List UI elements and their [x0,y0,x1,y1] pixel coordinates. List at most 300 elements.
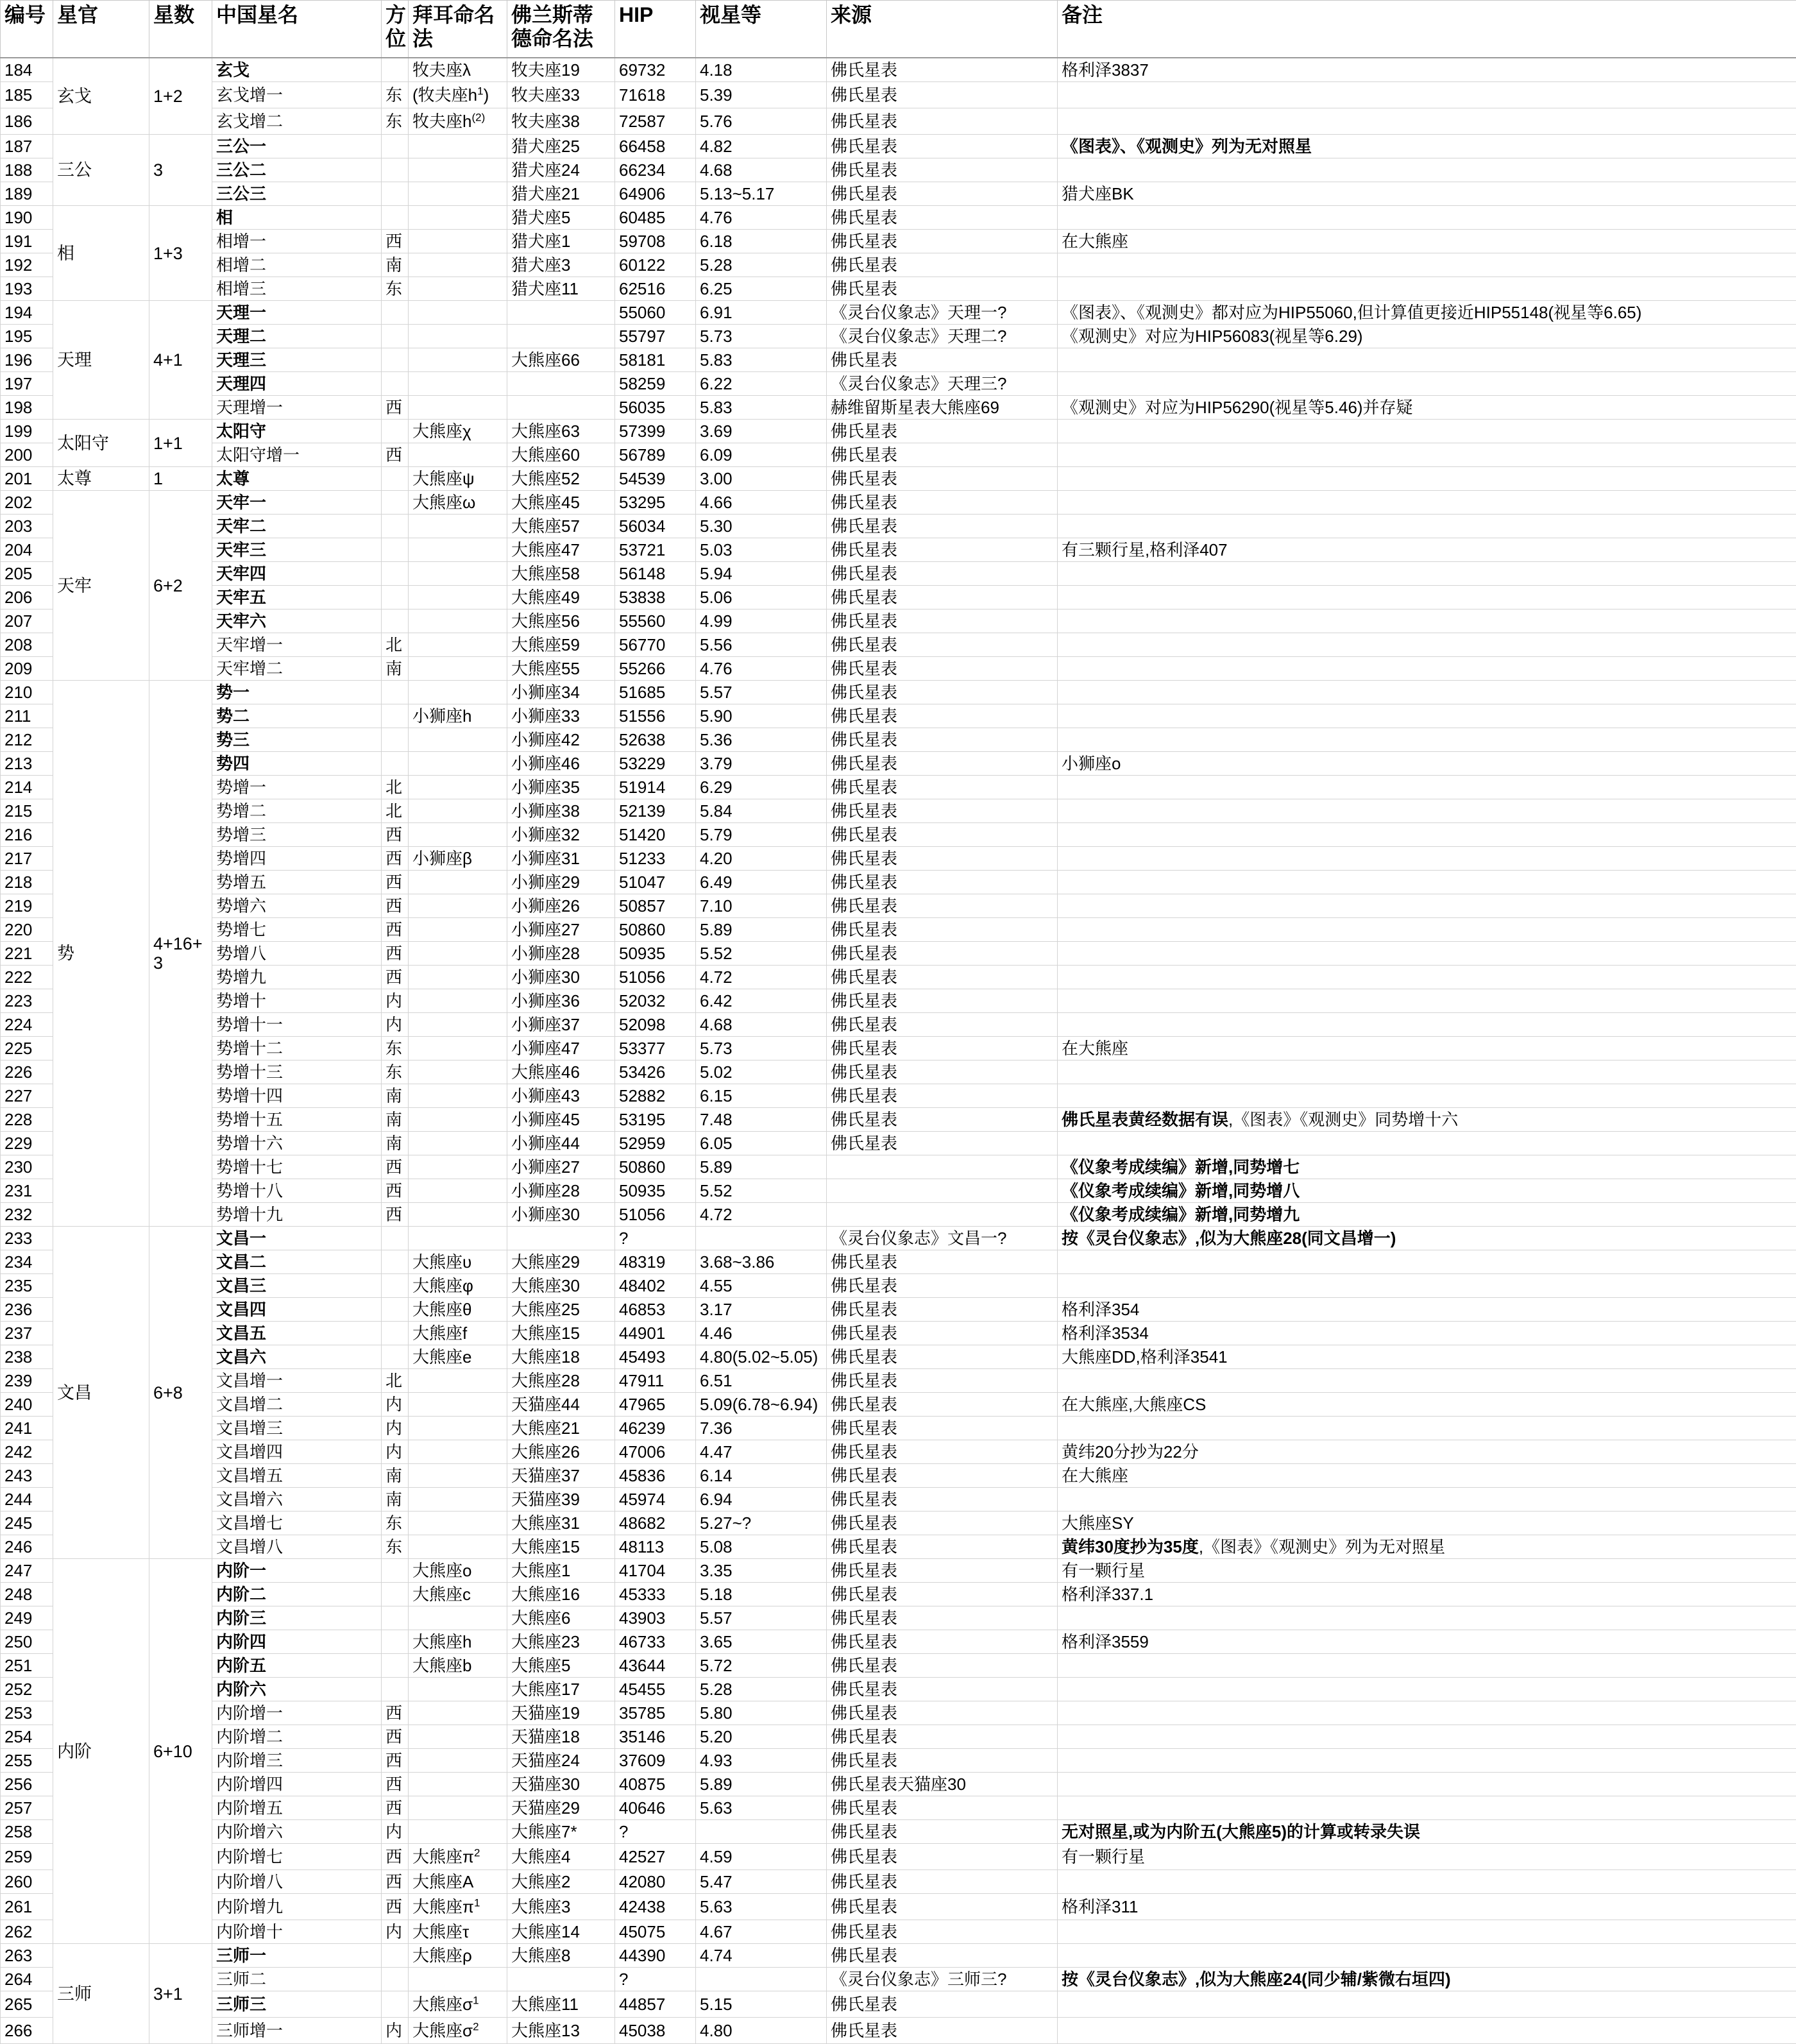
hip-number: 42080 [615,1870,696,1894]
note [1058,894,1796,918]
table-row [1,135,1796,158]
hip-number: 56770 [615,633,696,657]
note [1058,989,1796,1013]
star-number: 195 [1,325,53,348]
visual-magnitude: 4.18 [696,58,827,82]
flamsteed-designation: 大熊座46 [507,1060,615,1084]
table-row [1,58,1796,82]
note: 大熊座SY [1058,1512,1796,1535]
bayer-designation [409,1894,507,1920]
header-direction: 方位 [382,1,409,58]
bayer-designation [409,1488,507,1512]
bayer-designation [409,894,507,918]
table-row [1,1678,1796,1701]
note [1058,108,1796,135]
chinese-star-name: 内阶二 [212,1583,382,1606]
direction [382,752,409,776]
table-row [1,1820,1796,1844]
hip-number: 72587 [615,108,696,135]
table-row [1,1654,1796,1678]
table-row [1,1512,1796,1535]
table-row [1,1393,1796,1417]
table-row [1,1749,1796,1773]
chinese-star-name: 势增八 [212,942,382,966]
flamsteed-designation: 天猫座30 [507,1773,615,1796]
chinese-star-name: 内阶增一 [212,1701,382,1725]
direction [382,206,409,230]
bayer-designation [409,1701,507,1725]
note [1058,1796,1796,1820]
visual-magnitude: 4.72 [696,966,827,989]
direction: 南 [382,1084,409,1108]
hip-number: 55266 [615,657,696,681]
hip-number: 51556 [615,704,696,728]
bayer-designation [409,1749,507,1773]
source: 《灵台仪象志》天理二? [827,325,1058,348]
source: 佛氏星表 [827,1944,1058,1968]
visual-magnitude: 4.59 [696,1844,827,1870]
star-number: 259 [1,1844,53,1870]
hip-number: 54539 [615,467,696,491]
table-row [1,1132,1796,1155]
bayer-designation [409,989,507,1013]
visual-magnitude: 4.74 [696,1944,827,1968]
star-number: 228 [1,1108,53,1132]
note [1058,918,1796,942]
bayer-designation: 大熊座ρ [409,1944,507,1968]
bayer-designation [409,2018,507,2044]
table-row [1,1725,1796,1749]
visual-magnitude: 5.09(6.78~6.94) [696,1393,827,1417]
table-row [1,1108,1796,1132]
table-row [1,752,1796,776]
source: 佛氏星表 [827,1725,1058,1749]
chinese-star-name: 三公一 [212,135,382,158]
note: 格利泽311 [1058,1894,1796,1920]
visual-magnitude: 5.76 [696,108,827,135]
direction: 西 [382,871,409,894]
source: 佛氏星表 [827,847,1058,871]
flamsteed-designation: 猎犬座1 [507,230,615,253]
source: 佛氏星表 [827,230,1058,253]
flamsteed-designation: 大熊座60 [507,443,615,467]
visual-magnitude: 5.28 [696,1678,827,1701]
visual-magnitude: 4.76 [696,206,827,230]
visual-magnitude [696,1227,827,1250]
chinese-star-name: 玄戈增一 [212,82,382,108]
star-number: 184 [1,58,53,82]
visual-magnitude: 4.46 [696,1322,827,1345]
hip-number: 47006 [615,1440,696,1464]
visual-magnitude: 5.28 [696,253,827,277]
note [1058,1274,1796,1298]
asterism-name: 玄戈 [53,58,149,135]
star-number: 225 [1,1037,53,1060]
hip-number: 52139 [615,799,696,823]
hip-number: 66458 [615,135,696,158]
flamsteed-designation: 大熊座3 [507,1894,615,1920]
direction [382,135,409,158]
source: 佛氏星表 [827,1920,1058,1944]
bayer-designation: 大熊座c [409,1583,507,1606]
direction: 南 [382,1108,409,1132]
source: 佛氏星表 [827,1488,1058,1512]
hip-number: 42438 [615,1894,696,1920]
star-number: 260 [1,1870,53,1894]
bayer-designation: 大熊座b [409,1654,507,1678]
visual-magnitude: 6.42 [696,989,827,1013]
direction [382,1678,409,1701]
flamsteed-designation: 小狮座45 [507,1108,615,1132]
table-row [1,562,1796,586]
direction: 北 [382,799,409,823]
chinese-star-name: 文昌增二 [212,1393,382,1417]
star-number: 226 [1,1060,53,1084]
note [1058,467,1796,491]
star-number: 239 [1,1369,53,1393]
star-number: 218 [1,871,53,894]
table-row [1,633,1796,657]
note [1058,704,1796,728]
chinese-star-name: 势增十四 [212,1084,382,1108]
chinese-star-name: 天牢四 [212,562,382,586]
hip-number: 43903 [615,1606,696,1630]
note [1058,966,1796,989]
hip-number: 57399 [615,420,696,443]
direction: 西 [382,396,409,420]
star-number: 188 [1,158,53,182]
hip-number: 47965 [615,1393,696,1417]
visual-magnitude [696,1968,827,1991]
hip-number: 55060 [615,301,696,325]
bayer-designation [409,1606,507,1630]
hip-number: 51056 [615,966,696,989]
flamsteed-designation: 大熊座45 [507,491,615,515]
note [1058,491,1796,515]
note: 《图表》、《观测史》列为无对照星 [1058,135,1796,158]
visual-magnitude: 6.14 [696,1464,827,1488]
source: 佛氏星表 [827,1345,1058,1369]
direction: 南 [382,1132,409,1155]
table-row [1,1606,1796,1630]
flamsteed-designation: 大熊座21 [507,1417,615,1440]
visual-magnitude: 5.73 [696,1037,827,1060]
flamsteed-designation: 天猫座19 [507,1701,615,1725]
source [827,1155,1058,1179]
direction: 西 [382,443,409,467]
star-number: 197 [1,372,53,396]
note [1058,1013,1796,1037]
note [1058,1108,1796,1132]
star-number: 264 [1,1968,53,1991]
visual-magnitude: 5.06 [696,586,827,609]
source: 佛氏星表 [827,1606,1058,1630]
bayer-designation: 大熊座f [409,1322,507,1345]
direction [382,1322,409,1345]
hip-number: 51420 [615,823,696,847]
bayer-text: (牧夫座h [412,85,477,105]
note [1058,443,1796,467]
flamsteed-designation: 大熊座47 [507,538,615,562]
direction: 西 [382,966,409,989]
source: 佛氏星表 [827,1464,1058,1488]
hip-number: 50860 [615,1155,696,1179]
visual-magnitude: 7.10 [696,894,827,918]
source: 佛氏星表 [827,562,1058,586]
star-number: 253 [1,1701,53,1725]
header-magnitude: 视星等 [696,1,827,58]
visual-magnitude: 5.63 [696,1894,827,1920]
asterism-name: 太阳守 [53,420,149,467]
star-number: 255 [1,1749,53,1773]
header-source: 来源 [827,1,1058,58]
direction [382,467,409,491]
chinese-star-name: 天理增一 [212,396,382,420]
bayer-designation [409,1108,507,1132]
hip-number: 62516 [615,277,696,301]
visual-magnitude: 5.83 [696,396,827,420]
bayer-designation: 小狮座h [409,704,507,728]
note [1058,1488,1796,1512]
chinese-star-name: 文昌增八 [212,1535,382,1559]
flamsteed-designation: 天猫座24 [507,1749,615,1773]
direction [382,1991,409,2018]
direction [382,1630,409,1654]
visual-magnitude: 5.63 [696,1796,827,1820]
chinese-star-name: 三师二 [212,1968,382,1991]
visual-magnitude: 3.17 [696,1298,827,1322]
chinese-star-name: 内阶增四 [212,1773,382,1796]
flamsteed-designation: 牧夫座19 [507,58,615,82]
source: 佛氏星表 [827,515,1058,538]
bayer-designation [409,966,507,989]
visual-magnitude: 5.52 [696,1179,827,1203]
hip-number: 50857 [615,894,696,918]
table-row [1,443,1796,467]
chinese-star-name: 内阶六 [212,1678,382,1701]
chinese-star-name: 天牢一 [212,491,382,515]
chinese-star-name: 文昌增五 [212,1464,382,1488]
hip-number: 45836 [615,1464,696,1488]
table-row [1,1060,1796,1084]
source: 佛氏星表 [827,1393,1058,1417]
flamsteed-designation: 天猫座39 [507,1488,615,1512]
asterism-star-count: 3 [149,135,212,206]
chinese-star-name: 天牢三 [212,538,382,562]
flamsteed-designation: 大熊座66 [507,348,615,372]
table-row [1,538,1796,562]
note: 有一颗行星 [1058,1559,1796,1583]
hip-number: 56035 [615,396,696,420]
star-number: 227 [1,1084,53,1108]
source: 佛氏星表 [827,1013,1058,1037]
chinese-star-name: 天牢增一 [212,633,382,657]
note [1058,1250,1796,1274]
source: 佛氏星表 [827,776,1058,799]
star-number: 198 [1,396,53,420]
source: 佛氏星表 [827,1512,1058,1535]
chinese-star-name: 太阳守增一 [212,443,382,467]
bayer-designation [409,1155,507,1179]
table-row [1,799,1796,823]
star-number: 203 [1,515,53,538]
table-row [1,1796,1796,1820]
source: 《灵台仪象志》文昌一? [827,1227,1058,1250]
table-row [1,1322,1796,1345]
direction [382,515,409,538]
star-number: 265 [1,1991,53,2018]
chinese-star-name: 势一 [212,681,382,704]
source: 佛氏星表 [827,586,1058,609]
bayer-designation [409,1535,507,1559]
hip-number: 35146 [615,1725,696,1749]
source: 佛氏星表 [827,253,1058,277]
note: 《图表》、《观测史》都对应为HIP55060,但计算值更接近HIP55148(视星等6.65) [1058,301,1796,325]
note: 在大熊座,大熊座CS [1058,1393,1796,1417]
visual-magnitude: 7.48 [696,1108,827,1132]
note: 有三颗行星,格利泽407 [1058,538,1796,562]
chinese-star-name: 相增三 [212,277,382,301]
source: 佛氏星表 [827,1037,1058,1060]
bayer-designation [409,681,507,704]
bayer-designation: 大熊座θ [409,1298,507,1322]
note [1058,82,1796,108]
chinese-star-name: 文昌六 [212,1345,382,1369]
star-number: 229 [1,1132,53,1155]
note: 《仪象考成续编》新增,同势增九 [1058,1203,1796,1227]
visual-magnitude: 5.90 [696,704,827,728]
hip-number: 47911 [615,1369,696,1393]
direction [382,586,409,609]
table-row [1,1298,1796,1322]
bayer-designation [409,1844,507,1870]
direction: 北 [382,776,409,799]
star-number: 262 [1,1920,53,1944]
flamsteed-designation: 小狮座30 [507,1203,615,1227]
star-number: 219 [1,894,53,918]
table-row [1,1013,1796,1037]
star-number: 224 [1,1013,53,1037]
star-number: 250 [1,1630,53,1654]
chinese-star-name: 势增十九 [212,1203,382,1227]
source: 佛氏星表 [827,1322,1058,1345]
flamsteed-designation: 大熊座13 [507,2018,615,2044]
star-number: 217 [1,847,53,871]
hip-number: 51047 [615,871,696,894]
table-row [1,82,1796,108]
hip-number: 51233 [615,847,696,871]
flamsteed-designation: 牧夫座38 [507,108,615,135]
table-row [1,1630,1796,1654]
direction [382,1250,409,1274]
chinese-star-name: 文昌四 [212,1298,382,1322]
table-row [1,1559,1796,1583]
direction: 西 [382,1796,409,1820]
flamsteed-designation [507,1227,615,1250]
chinese-star-name: 势增十 [212,989,382,1013]
star-number: 240 [1,1393,53,1417]
visual-magnitude [696,1820,827,1844]
source: 佛氏星表 [827,1894,1058,1920]
direction [382,728,409,752]
hip-number: 51914 [615,776,696,799]
hip-number: 56148 [615,562,696,586]
bayer-designation [409,1203,507,1227]
flamsteed-designation: 大熊座6 [507,1606,615,1630]
note [1058,1654,1796,1678]
direction: 西 [382,1749,409,1773]
bayer-designation: 大熊座υ [409,1250,507,1274]
source: 佛氏星表 [827,1701,1058,1725]
table-row [1,1583,1796,1606]
table-row [1,1920,1796,1944]
source: 佛氏星表 [827,871,1058,894]
note [1058,681,1796,704]
visual-magnitude: 6.25 [696,277,827,301]
bayer-designation: 大熊座χ [409,420,507,443]
note [1058,420,1796,443]
hip-number: 58181 [615,348,696,372]
flamsteed-designation: 小狮座28 [507,1179,615,1203]
flamsteed-designation: 牧夫座33 [507,82,615,108]
bayer-designation [409,538,507,562]
table-row [1,396,1796,420]
header-chinese-name: 中国星名 [212,1,382,58]
visual-magnitude: 5.20 [696,1725,827,1749]
hip-number: 60122 [615,253,696,277]
flamsteed-designation: 大熊座63 [507,420,615,443]
direction [382,1274,409,1298]
note [1058,799,1796,823]
table-row [1,1701,1796,1725]
star-number: 235 [1,1274,53,1298]
chinese-star-name: 相增二 [212,253,382,277]
bayer-designation: 大熊座ψ [409,467,507,491]
flamsteed-designation: 大熊座57 [507,515,615,538]
source: 佛氏星表 [827,1991,1058,2018]
chinese-star-name: 玄戈 [212,58,382,82]
table-row [1,989,1796,1013]
table-row [1,918,1796,942]
direction [382,182,409,206]
flamsteed-designation: 大熊座52 [507,467,615,491]
header-row [1,1,1796,58]
star-number: 207 [1,609,53,633]
direction: 东 [382,1037,409,1060]
star-number: 199 [1,420,53,443]
visual-magnitude: 6.05 [696,1132,827,1155]
direction [382,681,409,704]
source: 佛氏星表 [827,799,1058,823]
bayer-designation [409,1084,507,1108]
source: 佛氏星表 [827,1417,1058,1440]
note: 黄纬20分抄为22分 [1058,1440,1796,1464]
star-number: 243 [1,1464,53,1488]
visual-magnitude: 5.36 [696,728,827,752]
note [1058,776,1796,799]
visual-magnitude: 5.30 [696,515,827,538]
chinese-star-name: 文昌三 [212,1274,382,1298]
chinese-star-name: 势增十二 [212,1037,382,1060]
note: 格利泽3534 [1058,1322,1796,1345]
direction [382,301,409,325]
star-number: 256 [1,1773,53,1796]
asterism-star-count: 4+1 [149,301,212,420]
chinese-star-name: 天理二 [212,325,382,348]
bayer-designation [409,1678,507,1701]
direction: 西 [382,847,409,871]
source: 佛氏星表 [827,1844,1058,1870]
